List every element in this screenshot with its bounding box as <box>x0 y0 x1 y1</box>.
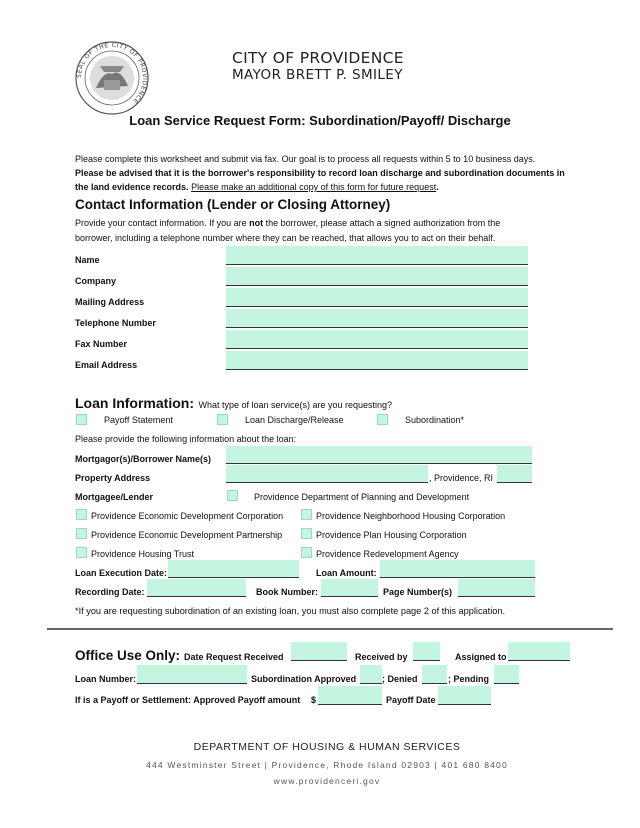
email-underline <box>226 369 528 370</box>
mortgagor-underline <box>226 463 532 464</box>
loan-heading-row <box>75 395 392 413</box>
payoff-amount-underline <box>318 704 382 705</box>
page-numbers-underline <box>458 596 535 597</box>
payoff-statement-checkbox[interactable] <box>76 414 87 425</box>
mailing-address-field[interactable] <box>226 288 528 307</box>
footer-department: DEPARTMENT OF HOUSING & HUMAN SERVICES <box>193 741 461 753</box>
loan-number-label: Loan Number: <box>75 674 137 684</box>
provide-info-text: Please provide the following information about the loan: <box>75 434 297 444</box>
recording-date-label: Recording Date: <box>75 587 145 597</box>
assigned-to-field[interactable] <box>508 642 570 661</box>
footer-website[interactable]: www.providenceri.gov <box>273 776 381 786</box>
property-city-suffix: , Providence, RI <box>429 473 494 483</box>
planning-development-label: Providence Department of Planning and Development <box>254 492 470 502</box>
pending-underline <box>494 683 519 684</box>
mayor-name: MAYOR BRETT P. SMILEY <box>232 67 403 83</box>
intro-line-3-bold: the land evidence records. <box>75 182 189 192</box>
subordination-checkbox[interactable] <box>377 414 388 425</box>
execution-date-label: Loan Execution Date: <box>75 568 168 578</box>
contact-desc-2: borrower, including a telephone number where they can be reached, that allows you to act on their behalf. <box>75 233 496 243</box>
pending-label: ; Pending <box>448 674 489 684</box>
planning-development-checkbox[interactable] <box>227 490 238 501</box>
office-divider <box>47 628 613 630</box>
contact-desc-1 <box>75 216 595 231</box>
econ-dev-corp-label: Providence Economic Development Corporation <box>91 511 284 521</box>
denied-field[interactable] <box>422 665 447 684</box>
property-zip-underline <box>497 482 532 483</box>
company-field[interactable] <box>226 267 528 286</box>
plan-housing-label: Providence Plan Housing Corporation <box>316 530 467 540</box>
housing-trust-checkbox[interactable] <box>76 547 87 558</box>
telephone-field[interactable] <box>226 309 528 328</box>
intro-line-3-underline: Please make an additional copy of this form for future request <box>191 182 437 192</box>
intro-line-3 <box>75 180 595 195</box>
property-address-label: Property Address <box>75 473 151 483</box>
plan-housing-checkbox[interactable] <box>301 528 312 539</box>
payoff-date-label: Payoff Date <box>386 695 436 705</box>
intro-line-3-end: . <box>436 182 439 192</box>
book-number-label: Book Number: <box>256 587 319 597</box>
city-name: CITY OF PROVIDENCE <box>232 49 404 67</box>
loan-discharge-label: Loan Discharge/Release <box>245 415 344 425</box>
name-field[interactable] <box>226 246 528 265</box>
svg-text:SEAL OF THE CITY OF PROVIDENCE: SEAL OF THE CITY OF PROVIDENCE <box>75 41 149 105</box>
fax-field[interactable] <box>226 330 528 349</box>
execution-date-underline <box>168 577 299 578</box>
recording-date-underline <box>147 596 246 597</box>
property-zip-field[interactable] <box>497 465 532 483</box>
loan-number-field[interactable] <box>137 665 247 684</box>
contact-desc-1a: Provide your contact information. If you are <box>75 218 250 228</box>
housing-trust-label: Providence Housing Trust <box>91 549 195 559</box>
mailing-address-label: Mailing Address <box>75 297 145 307</box>
subordination-note: *If you are requesting subordination of an existing loan, you must also complete page 2 of this application. <box>75 606 506 616</box>
office-heading: Office Use Only: <box>75 648 181 663</box>
loan-amount-field[interactable] <box>380 560 535 578</box>
mortgagee-label: Mortgagee/Lender <box>75 492 154 502</box>
intro-line-2: Please be advised that it is the borrower's responsibility to record loan discharge and subordination documents in <box>75 168 565 178</box>
telephone-label: Telephone Number <box>75 318 156 328</box>
contact-heading: Contact Information (Lender or Closing Attorney) <box>75 197 391 212</box>
received-by-underline <box>413 660 440 661</box>
received-by-field[interactable] <box>413 642 440 661</box>
neighborhood-housing-checkbox[interactable] <box>301 509 312 520</box>
loan-question: What type of loan service(s) are you requesting? <box>198 400 393 410</box>
email-field[interactable] <box>226 351 528 370</box>
econ-dev-partnership-label: Providence Economic Development Partnership <box>91 530 283 540</box>
fax-underline <box>226 348 528 349</box>
date-received-field[interactable] <box>291 642 347 661</box>
book-number-field[interactable] <box>321 579 378 597</box>
assigned-to-underline <box>508 660 570 661</box>
payoff-statement-label: Payoff Statement <box>104 415 173 425</box>
intro-line-1: Please complete this worksheet and submit via fax. Our goal is to process all requests within 5 to 10 business days. <box>75 154 536 164</box>
loan-amount-label: Loan Amount: <box>316 568 377 578</box>
loan-heading: Loan Information: <box>75 395 194 411</box>
econ-dev-partnership-checkbox[interactable] <box>76 528 87 539</box>
mailing-address-underline <box>226 306 528 307</box>
email-label: Email Address <box>75 360 138 370</box>
mortgagor-label: Mortgagor(s)/Borrower Name(s) <box>75 454 212 464</box>
name-underline <box>226 264 528 265</box>
recording-date-field[interactable] <box>147 579 246 597</box>
date-received-label: Date Request Received <box>184 652 284 662</box>
loan-number-underline <box>137 683 247 684</box>
denied-label: ; Denied <box>382 674 418 684</box>
subordination-approved-field[interactable] <box>360 665 382 684</box>
city-seal-logo <box>74 40 150 116</box>
contact-desc-1b: not <box>249 218 264 228</box>
name-label: Name <box>75 255 100 265</box>
fax-label: Fax Number <box>75 339 128 349</box>
redevelopment-agency-checkbox[interactable] <box>301 547 312 558</box>
form-title: Loan Service Request Form: Subordination/Payoff/ Discharge <box>129 113 511 128</box>
pending-field[interactable] <box>494 665 519 684</box>
company-label: Company <box>75 276 117 286</box>
denied-underline <box>422 683 447 684</box>
payoff-date-underline <box>438 704 491 705</box>
loan-discharge-checkbox[interactable] <box>217 414 228 425</box>
subordination-approved-underline <box>360 683 382 684</box>
contact-desc-1c: the borrower, please attach a signed authorization from the <box>263 218 501 228</box>
execution-date-field[interactable] <box>168 560 299 578</box>
page-numbers-field[interactable] <box>458 579 535 597</box>
telephone-underline <box>226 327 528 328</box>
subordination-approved-label: Subordination Approved <box>251 674 357 684</box>
subordination-label: Subordination* <box>405 415 465 425</box>
loan-amount-underline <box>380 577 535 578</box>
page-numbers-label: Page Number(s) <box>383 587 453 597</box>
assigned-to-label: Assigned to <box>455 652 507 662</box>
company-underline <box>226 285 528 286</box>
property-address-field[interactable] <box>226 465 428 483</box>
payoff-amount-field[interactable] <box>318 686 382 705</box>
date-received-underline <box>291 660 347 661</box>
book-number-underline <box>321 596 378 597</box>
neighborhood-housing-label: Providence Neighborhood Housing Corporation <box>316 511 506 521</box>
redevelopment-agency-label: Providence Redevelopment Agency <box>316 549 459 559</box>
property-address-underline <box>226 482 428 483</box>
dollar-sign: $ <box>311 695 317 705</box>
payoff-amount-label: If is a Payoff or Settlement: Approved Payoff amount <box>75 695 301 705</box>
mortgagor-field[interactable] <box>226 446 532 464</box>
econ-dev-corp-checkbox[interactable] <box>76 509 87 520</box>
received-by-label: Received by <box>355 652 408 662</box>
footer-address: 444 Westminster Street | Providence, Rhode Island 02903 | 401 680 8400 <box>146 760 508 770</box>
payoff-date-field[interactable] <box>438 686 491 705</box>
